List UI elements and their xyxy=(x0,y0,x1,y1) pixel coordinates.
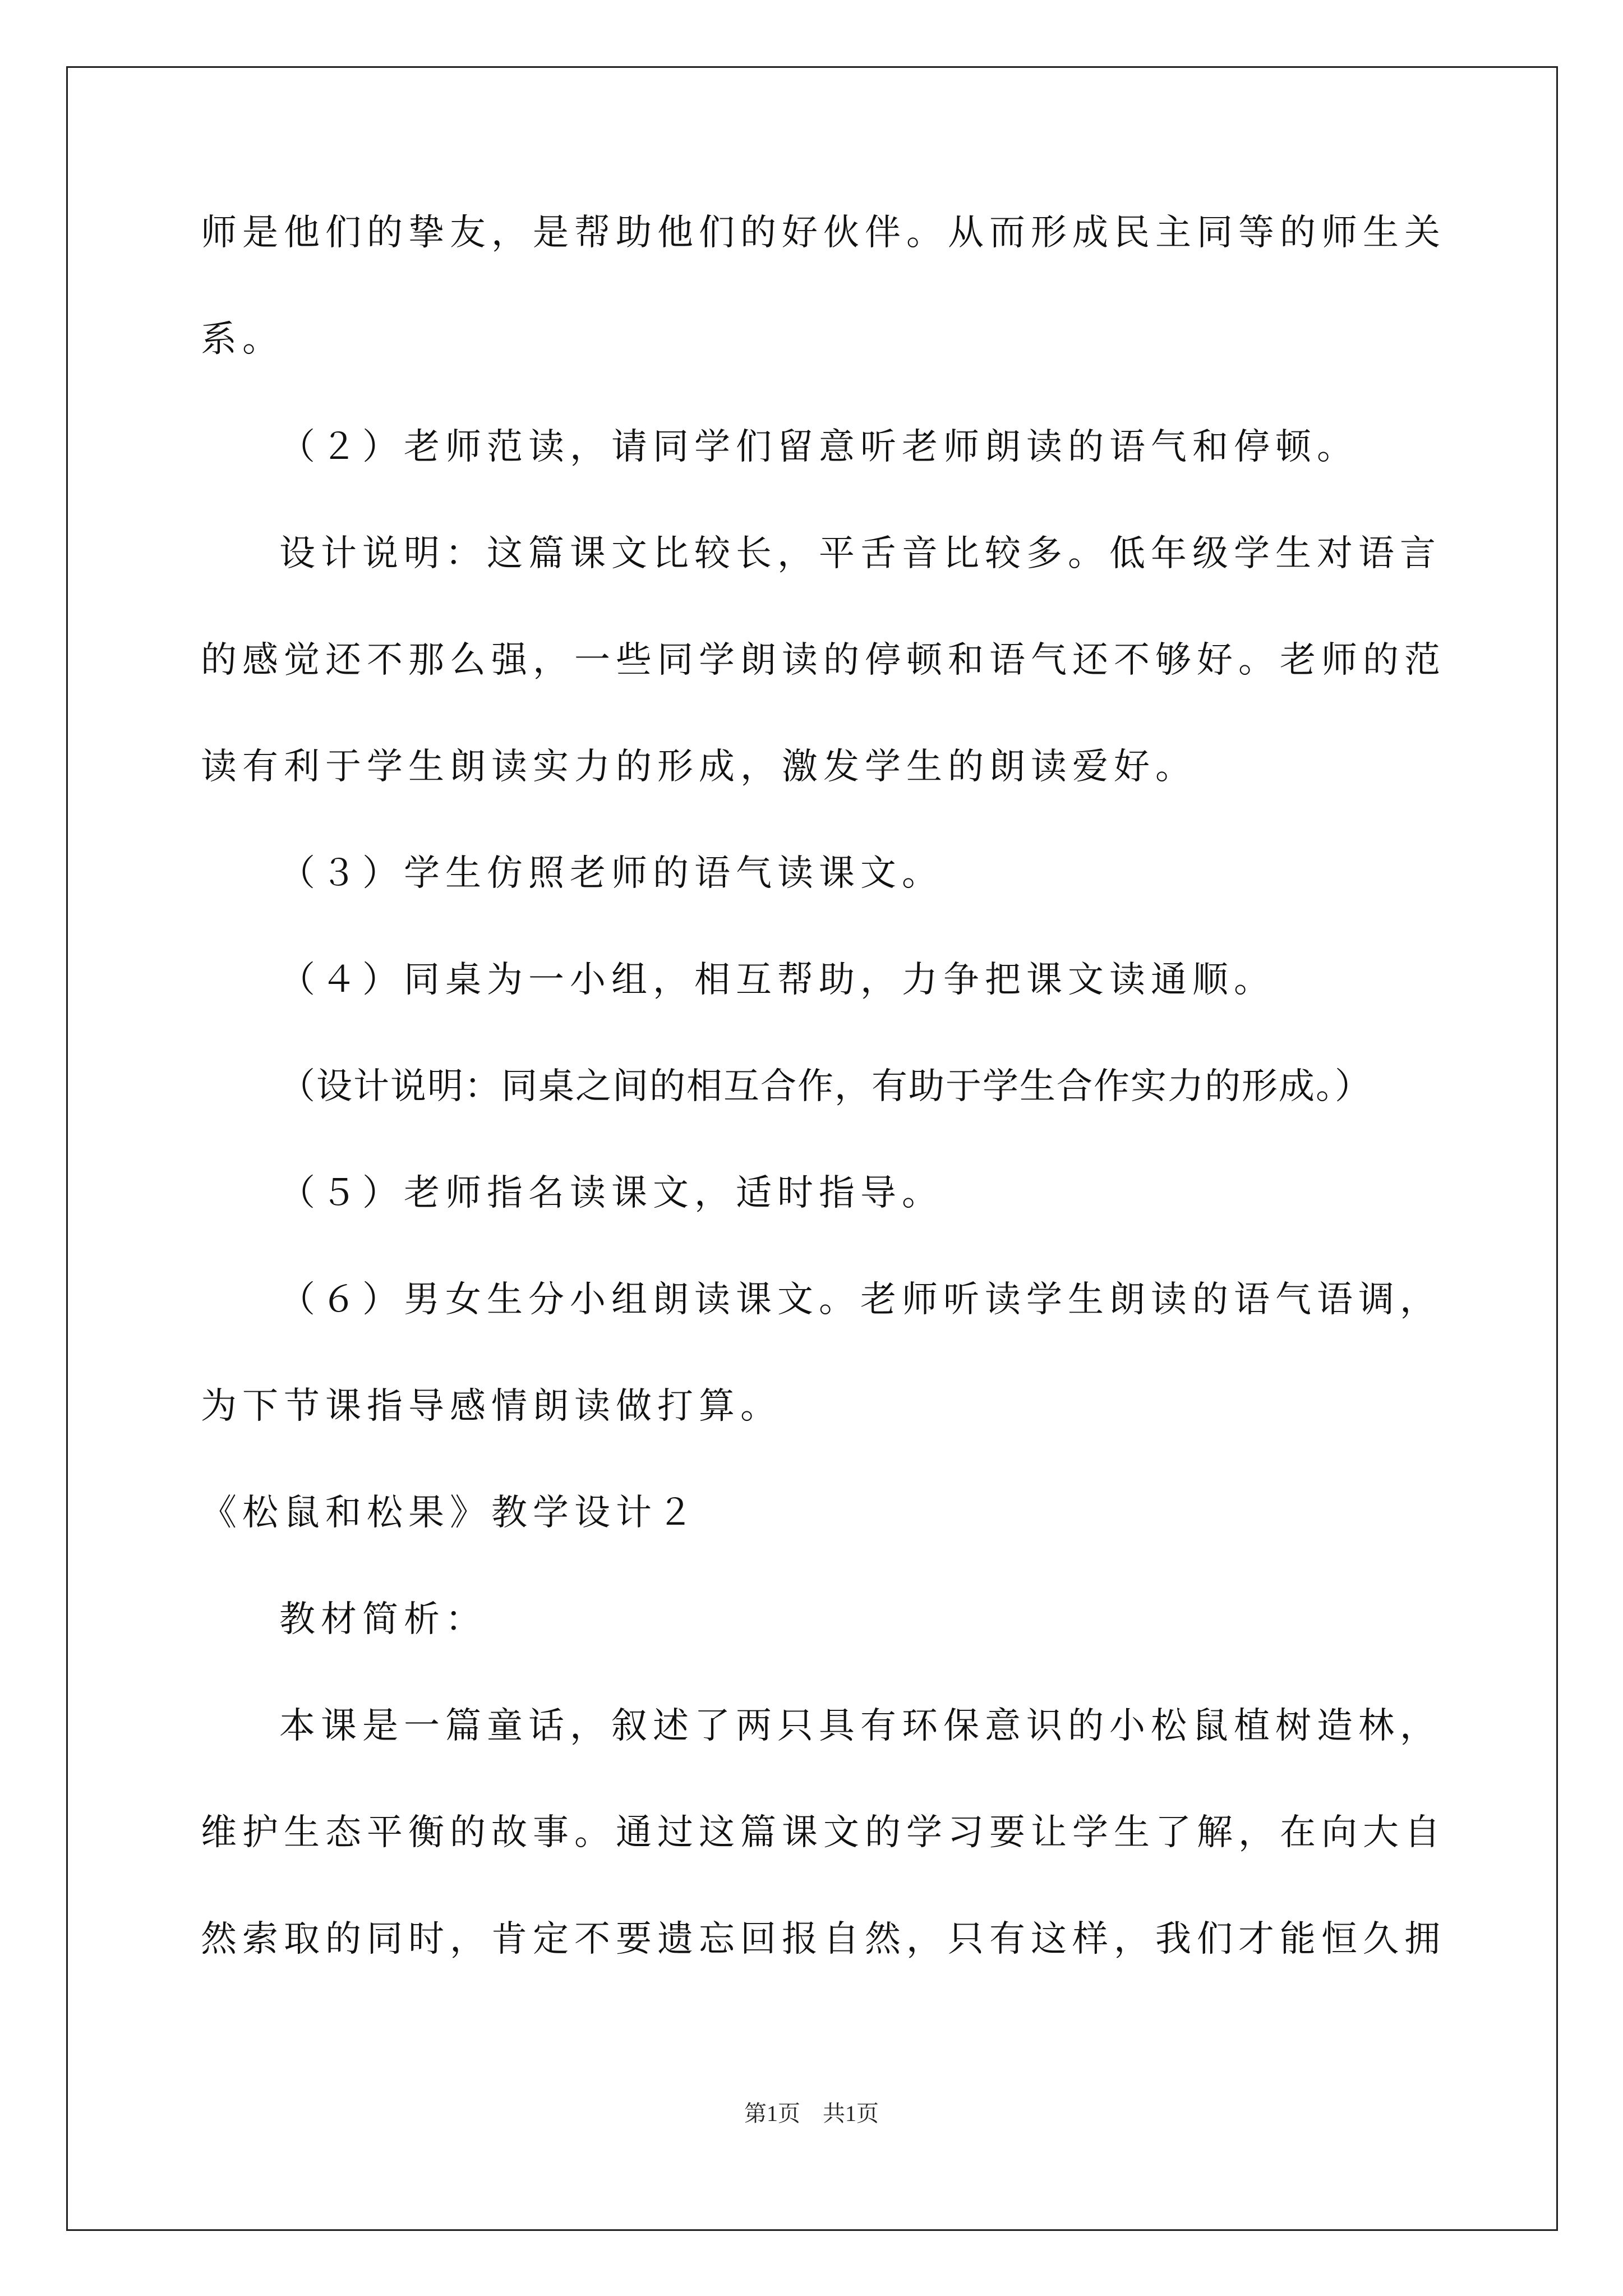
paragraph-line: 设计说明：这篇课文比较长，平舌音比较多。低年级学生对语言 xyxy=(279,533,1441,574)
paragraph-line: （２）老师范读，请同学们留意听老师朗读的语气和停顿。 xyxy=(279,426,1358,468)
paragraph-line: 系。 xyxy=(201,319,284,360)
paragraph-line: 师是他们的挚友，是帮助他们的好伙伴。从而形成民主同等的师生关 xyxy=(201,212,1446,254)
paragraph-line: （３）学生仿照老师的语气读课文。 xyxy=(279,853,943,894)
paragraph-line: 教材简析： xyxy=(279,1599,487,1640)
paragraph-line: 维护生态平衡的故事。通过这篇课文的学习要让学生了解，在向大自 xyxy=(201,1812,1446,1853)
paragraph-line: （４）同桌为一小组，相互帮助，力争把课文读通顺。 xyxy=(279,959,1275,1001)
paragraph-line: 的感觉还不那么强，一些同学朗读的停顿和语气还不够好。老师的范 xyxy=(201,639,1446,681)
paragraph-line: （６）男女生分小组朗读课文。老师听读学生朗读的语气语调， xyxy=(279,1279,1441,1320)
paragraph-line: 为下节课指导感情朗读做打算。 xyxy=(201,1386,782,1427)
page-border xyxy=(66,66,1558,2231)
paragraph-line: 读有利于学生朗读实力的形成，激发学生的朗读爱好。 xyxy=(201,746,1197,788)
paragraph-line: 本课是一篇童话，叙述了两只具有环保意识的小松鼠植树造林， xyxy=(279,1705,1441,1747)
page-footer: 第1页 共1页 xyxy=(744,2101,879,2126)
paragraph-line: （５）老师指名读课文，适时指导。 xyxy=(279,1172,943,1214)
paragraph-line: （设计说明：同桌之间的相互合作，有助于学生合作实力的形成。） xyxy=(279,1066,1372,1107)
paragraph-line: 然索取的同时，肯定不要遗忘回报自然，只有这样，我们才能恒久拥 xyxy=(201,1918,1446,1960)
section-heading: 《松鼠和松果》教学设计２ xyxy=(201,1492,699,1534)
